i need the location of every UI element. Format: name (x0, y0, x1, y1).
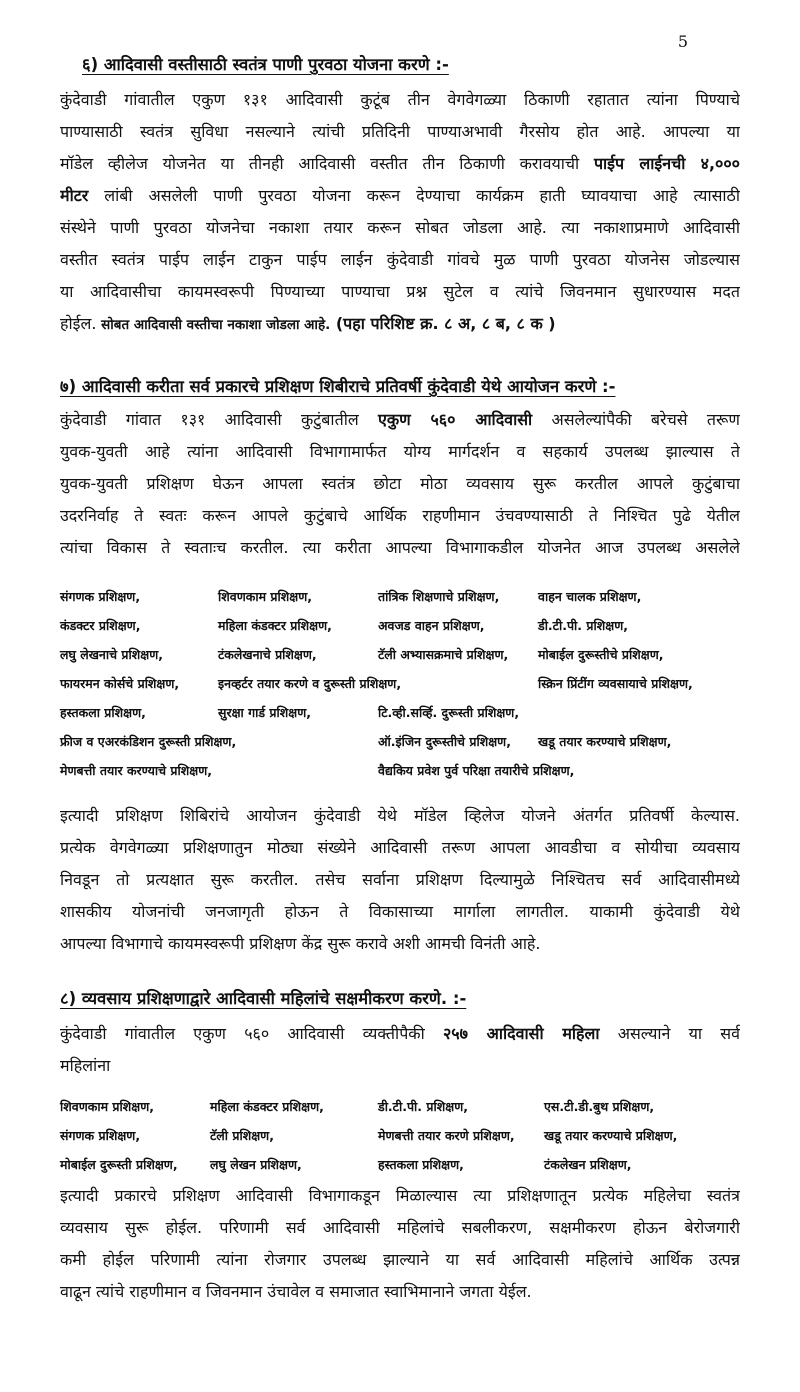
section-8-conclusion (60, 1180, 740, 1308)
section-8-heading-text: ८) व्यवसाय प्रशिक्षणाद्वारे आदिवासी महिलांचे सक्षमीकरण करणे. :- (60, 989, 467, 1008)
text-line: उदरनिर्वाह ते स्वतः करून आपले कुटुंबाचे आर्थिक राहणीमान उंचवण्यासाठी ते निश्चित पुढे येतील (60, 506, 740, 525)
text-line: मॉडेल व्हीलेज योजनेत या तीनही आदिवासी वस्तीत तीन ठिकाणी करावयाची पाईप लाईनची ४,००० (60, 154, 740, 173)
text-line: या आदिवासीचा कायमस्वरूपी पिण्याच्या पाण्याचा प्रश्न सुटेल व त्यांचे जिवनमान सुधारण्यास मदत (60, 282, 740, 301)
text-line: कुंदेवाडी गांवातील एकुण ५६० आदिवासी व्यक्तीपैकी २५७ आदिवासी महिला असल्याने या सर्व (60, 1024, 740, 1043)
training-item: खडू तयार करण्याचे प्रशिक्षण, (538, 734, 672, 749)
text-line: शासकीय योजनांची जनजागृती होऊन ते विकासाच्या मार्गाला लागतील. याकामी कुंदेवाडी येथे (60, 902, 740, 921)
text-line: त्यांचा विकास ते स्वताःच करतील. त्या करीता आपल्या विभागाकडील योजनेत आज उपलब्ध असलेले (60, 538, 740, 557)
training-item: खडू तयार करण्याचे प्रशिक्षण, (544, 1128, 678, 1143)
training-item: शिवणकाम प्रशिक्षण, (218, 589, 312, 604)
training-item: डी.टी.पी. प्रशिक्षण, (538, 618, 628, 633)
text-line: प्रत्येक वेगवेगळ्या प्रशिक्षणातुन मोठ्या संख्येने आदिवासी तरूण आपला आवडीचा व सोयीचा व्यवसाय (60, 838, 740, 857)
section-7-heading (60, 374, 615, 397)
training-item: सुरक्षा गार्ड प्रशिक्षण, (218, 705, 312, 720)
training-item: एस.टी.डी.बुथ प्रशिक्षण, (544, 1099, 655, 1114)
training-item: लघु लेखनाचे प्रशिक्षण, (60, 647, 163, 662)
training-item: ऑ.इंजिन दुरूस्तीचे प्रशिक्षण, (378, 734, 511, 749)
text-line: युवक-युवती आहे त्यांना आदिवासी विभागामार्फत योग्य मार्गदर्शन व सहकार्य उपलब्ध झाल्यास ते (60, 442, 740, 461)
text-line: इत्यादी प्रकारचे प्रशिक्षण आदिवासी विभागाकडून मिळाल्यास त्या प्रशिक्षणातून प्रत्येक महिलेचा स्वतंत्र (60, 1186, 740, 1205)
training-item: टंकलेखन प्रशिक्षण, (544, 1157, 632, 1172)
training-item: वाहन चालक प्रशिक्षण, (538, 589, 642, 604)
section-7-conclusion (60, 800, 740, 960)
training-item: टॅली अभ्यासक्रमाचे प्रशिक्षण, (378, 647, 509, 662)
section-6-paragraph (60, 84, 740, 341)
page-number: 5 (677, 32, 688, 51)
section-7-heading-text: ७) आदिवासी करीता सर्व प्रकारचे प्रशिक्षण शिबीराचे प्रतिवर्षी कुंदेवाडी येथे आयोजन करणे :- (60, 377, 616, 396)
training-item: टि.व्ही.सर्व्हि. दुरूस्ती प्रशिक्षण, (378, 705, 520, 720)
training-item: टॅली प्रशिक्षण, (210, 1128, 274, 1143)
training-item: वैद्यकिय प्रवेश पुर्व परिक्षा तयारीचे प्रशिक्षण, (378, 763, 575, 778)
training-item: संगणक प्रशिक्षण, (60, 589, 141, 604)
section-8-heading (60, 986, 466, 1009)
text-line: कुंदेवाडी गांवात १३१ आदिवासी कुटुंबातील एकुण ५६० आदिवासी असलेल्यांपैकी बरेचसे तरूण (60, 410, 740, 429)
text-line: होईल. सोबत आदिवासी वस्तीचा नकाशा जोडला आहे. (पहा परिशिष्ट क्र. ८ अ, ८ ब, ८ क ) (60, 314, 556, 333)
training-item: मोबाईल दुरूस्तीचे प्रशिक्षण, (538, 647, 664, 662)
training-item: संगणक प्रशिक्षण, (60, 1128, 141, 1143)
text-line: निवडून तो प्रत्यक्षात सुरू करतील. तसेच सर्वाना प्रशिक्षण दिल्यामुळे निश्चितच सर्व आदिवासीमध्ये (60, 870, 740, 889)
text-line: कुंदेवाडी गांवातील एकुण १३१ आदिवासी कुटूंब तीन वेगवेगळ्या ठिकाणी रहातात त्यांना पिण्याचे (60, 90, 740, 109)
training-item: तांत्रिक शिक्षणाचे प्रशिक्षण, (378, 589, 500, 604)
training-item: मेणबत्ती तयार करण्याचे प्रशिक्षण, (60, 763, 212, 778)
section-7-paragraph (60, 404, 740, 564)
training-item: महिला कंडक्टर प्रशिक्षण, (218, 618, 332, 633)
training-item: टंकलेखनाचे प्रशिक्षण, (218, 647, 317, 662)
training-item: कंडक्टर प्रशिक्षण, (60, 618, 141, 633)
section-6-heading-text: ६) आदिवासी वस्तीसाठी स्वतंत्र पाणी पुरवठा योजना करणे :- (82, 55, 449, 74)
section-6-heading (82, 52, 449, 75)
training-item: स्क्रिन प्रिंटींग व्यवसायाचे प्रशिक्षण, (538, 676, 693, 691)
text-line: महिलांना (60, 1056, 111, 1075)
text-line: वाढून त्यांचे राहणीमान व जिवनमान उंचावेल व समाजात स्वाभिमानाने जगता येईल. (60, 1282, 532, 1301)
text-line: व्यवसाय सुरू होईल. परिणामी सर्व आदिवासी महिलांचे सबलीकरण, सक्षमीकरण होऊन बेरोजगारी (60, 1218, 740, 1237)
text-line: कमी होईल परिणामी त्यांना रोजगार उपलब्ध झाल्याने या सर्व आदिवासी महिलांचे आर्थिक उत्पन्न (60, 1250, 740, 1269)
text-line: इत्यादी प्रशिक्षण शिबिरांचे आयोजन कुंदेवाडी येथे मॉडेल व्हिलेज योजने अंतर्गत प्रतिवर्षी केल्यास. (60, 806, 740, 825)
training-item: अवजड वाहन प्रशिक्षण, (378, 618, 485, 633)
text-line: मीटर लांबी असलेली पाणी पुरवठा योजना करून देण्याचा कार्यक्रम हाती घ्यावयाचा आहे त्यासाठी (60, 186, 740, 205)
section-8-paragraph (60, 1018, 740, 1082)
text-line: संस्थेने पाणी पुरवठा योजनेचा नकाशा तयार करून सोबत जोडला आहे. त्या नकाशाप्रमाणे आदिवासी (60, 218, 740, 237)
training-item: लघु लेखन प्रशिक्षण, (210, 1157, 302, 1172)
training-item: हस्तकला प्रशिक्षण, (378, 1157, 464, 1172)
training-item: डी.टी.पी. प्रशिक्षण, (378, 1099, 468, 1114)
training-item: शिवणकाम प्रशिक्षण, (60, 1099, 154, 1114)
text-line: युवक-युवती प्रशिक्षण घेऊन आपला स्वतंत्र छोटा मोठा व्यवसाय सुरू करतील आपले कुटुंबाचा (60, 474, 740, 493)
text-line: वस्तीत स्वतंत्र पाईप लाईन टाकुन पाईप लाईन कुंदेवाडी गांवचे मुळ पाणी पुरवठा योजनेस जोडल्यास (60, 250, 740, 269)
training-item: महिला कंडक्टर प्रशिक्षण, (210, 1099, 324, 1114)
training-item: फायरमन कोर्सचे प्रशिक्षण, (60, 676, 180, 691)
training-item: इनव्हर्टर तयार करणे व दुरूस्ती प्रशिक्षण, (218, 676, 402, 691)
training-item: हस्तकला प्रशिक्षण, (60, 705, 146, 720)
training-item: फ्रीज व एअरकंडिशन दुरूस्ती प्रशिक्षण, (60, 734, 237, 749)
text-line: आपल्या विभागाचे कायमस्वरूपी प्रशिक्षण केंद्र सुरू करावे अशी आमची विनंती आहे. (60, 934, 541, 953)
training-item: मेणबत्ती तयार करणे प्रशिक्षण, (378, 1128, 515, 1143)
training-item: मोबाईल दुरूस्ती प्रशिक्षण, (60, 1157, 178, 1172)
text-line: पाण्यासाठी स्वतंत्र सुविधा नसल्याने त्यांची प्रतिदिनी पाण्याअभावी गैरसोय होत आहे. आपल्या या (60, 122, 740, 141)
